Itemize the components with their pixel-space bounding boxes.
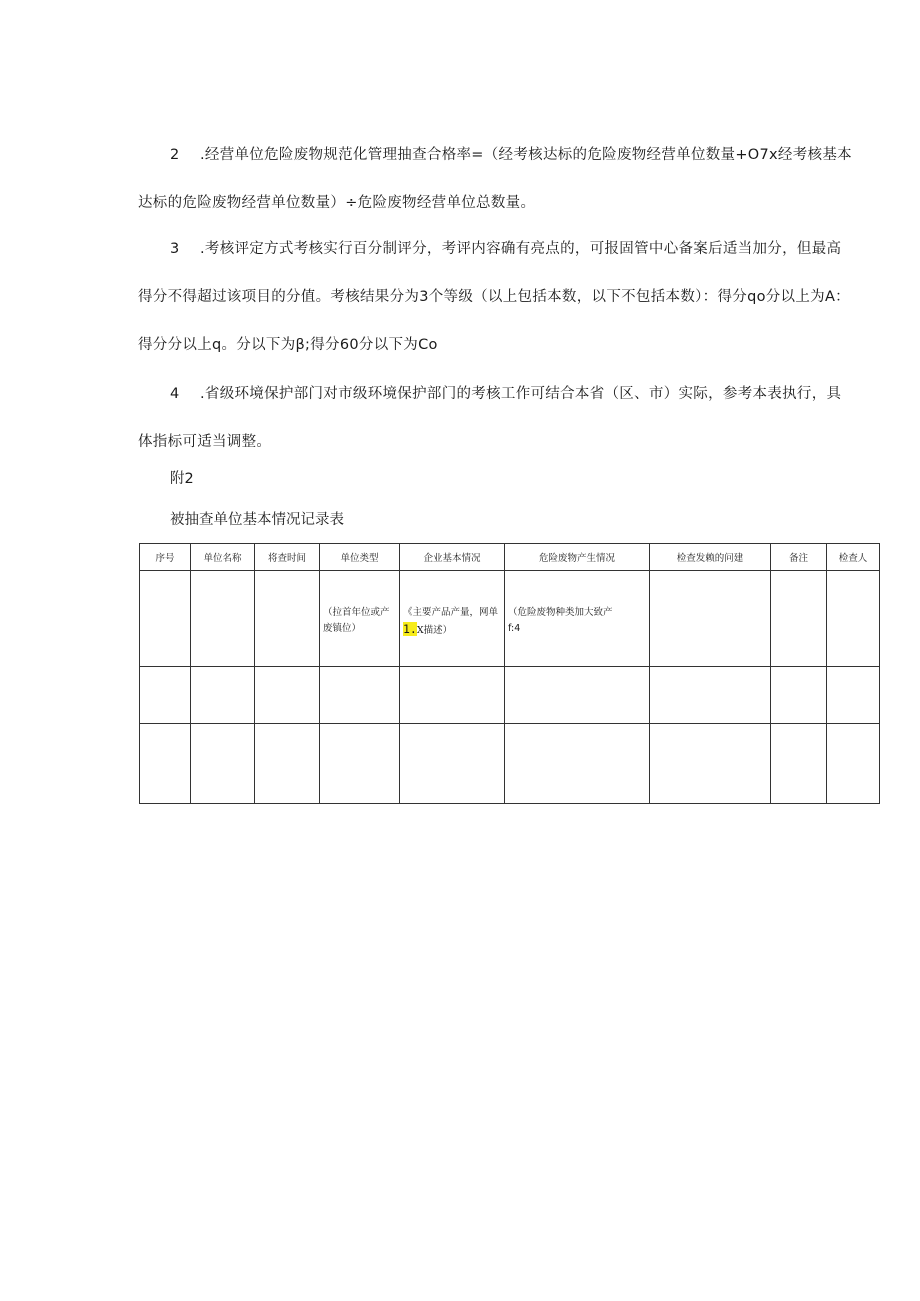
- table-cell: [827, 724, 880, 804]
- header-remarks: 备注: [771, 544, 827, 571]
- header-waste-info: 危险废物产生情况: [505, 544, 650, 571]
- table-cell: [400, 724, 505, 804]
- paragraph-2: [138, 146, 873, 242]
- paragraph-3: [138, 240, 873, 384]
- record-table: [139, 543, 880, 804]
- table-cell: [255, 724, 320, 804]
- unit-type-note: （拉首年位或产废镇位）: [323, 607, 390, 634]
- paragraph-2-line-2: 达标的危险废物经营单位数量）÷危险废物经营单位总数量。: [138, 195, 536, 211]
- paragraph-4-number: 4: [170, 386, 180, 402]
- table-cell: [400, 571, 505, 667]
- table-cell: [771, 667, 827, 724]
- highlighted-mark: 1.: [403, 622, 417, 636]
- paragraph-3-number: 3: [170, 241, 180, 257]
- table-header-row: [140, 544, 880, 571]
- table-cell: [505, 667, 650, 724]
- paragraph-2-line-1: 2 .经营单位危险废物规范化管理抽查合格率=（经考核达标的危险废物经营单位数量+O7x经考核基本: [170, 147, 852, 163]
- waste-info-note: （危险废物种类加大致产 f:4: [508, 607, 613, 634]
- basic-info-note: 《主要产品产量，网单1.X描述）: [403, 607, 499, 636]
- table-cell: [400, 667, 505, 724]
- paragraph-4-line-1: 4 .省级环境保护部门对市级环境保护部门的考核工作可结合本省（区、市）实际，参考本表执行，具: [170, 386, 842, 402]
- header-check-time: 将查时间: [255, 544, 320, 571]
- table-row: [140, 724, 880, 804]
- table-cell: [650, 571, 771, 667]
- paragraph-3-line-1: 3 .考核评定方式考核实行百分制评分，考评内容确有亮点的，可报固管中心备案后适当加分，但最高: [170, 241, 842, 257]
- appendix-label: 附2: [170, 471, 194, 487]
- table-cell: [827, 667, 880, 724]
- header-unit-type: 单位类型: [320, 544, 400, 571]
- paragraph-4: [138, 385, 873, 481]
- paragraph-2-number: 2: [170, 147, 180, 163]
- table-cell: [650, 667, 771, 724]
- table-cell: [320, 667, 400, 724]
- header-seq: 序号: [140, 544, 191, 571]
- table-cell: [320, 724, 400, 804]
- header-inspector: 检查人: [827, 544, 880, 571]
- table-cell: [505, 571, 650, 667]
- table-title: 被抽查单位基本情况记录表: [170, 512, 344, 528]
- header-basic-info: 企业基本情况: [400, 544, 505, 571]
- table-cell: [255, 667, 320, 724]
- table-cell: [771, 724, 827, 804]
- table-cell: [255, 571, 320, 667]
- table-cell: [191, 724, 255, 804]
- table-row: [140, 667, 880, 724]
- table-cell: [505, 724, 650, 804]
- table-cell: [771, 571, 827, 667]
- header-issues: 检查发赖的问建: [650, 544, 771, 571]
- table-row: [140, 571, 880, 667]
- table-cell: [140, 667, 191, 724]
- paragraph-4-line-2: 体指标可适当调整。: [138, 434, 272, 450]
- table-cell: [140, 724, 191, 804]
- paragraph-3-line-3: 得分分以上q。分以下为β;得分60分以下为Co: [138, 337, 438, 353]
- table-cell: [191, 667, 255, 724]
- paragraph-3-line-2: 得分不得超过该项目的分值。考核结果分为3个等级（以上包括本数，以下不包括本数）：得分qo分以上为A：: [138, 289, 850, 305]
- table-cell: [140, 571, 191, 667]
- table-cell: [827, 571, 880, 667]
- header-unit-name: 单位名称: [191, 544, 255, 571]
- table-cell: [191, 571, 255, 667]
- table-cell: [650, 724, 771, 804]
- table-cell: [320, 571, 400, 667]
